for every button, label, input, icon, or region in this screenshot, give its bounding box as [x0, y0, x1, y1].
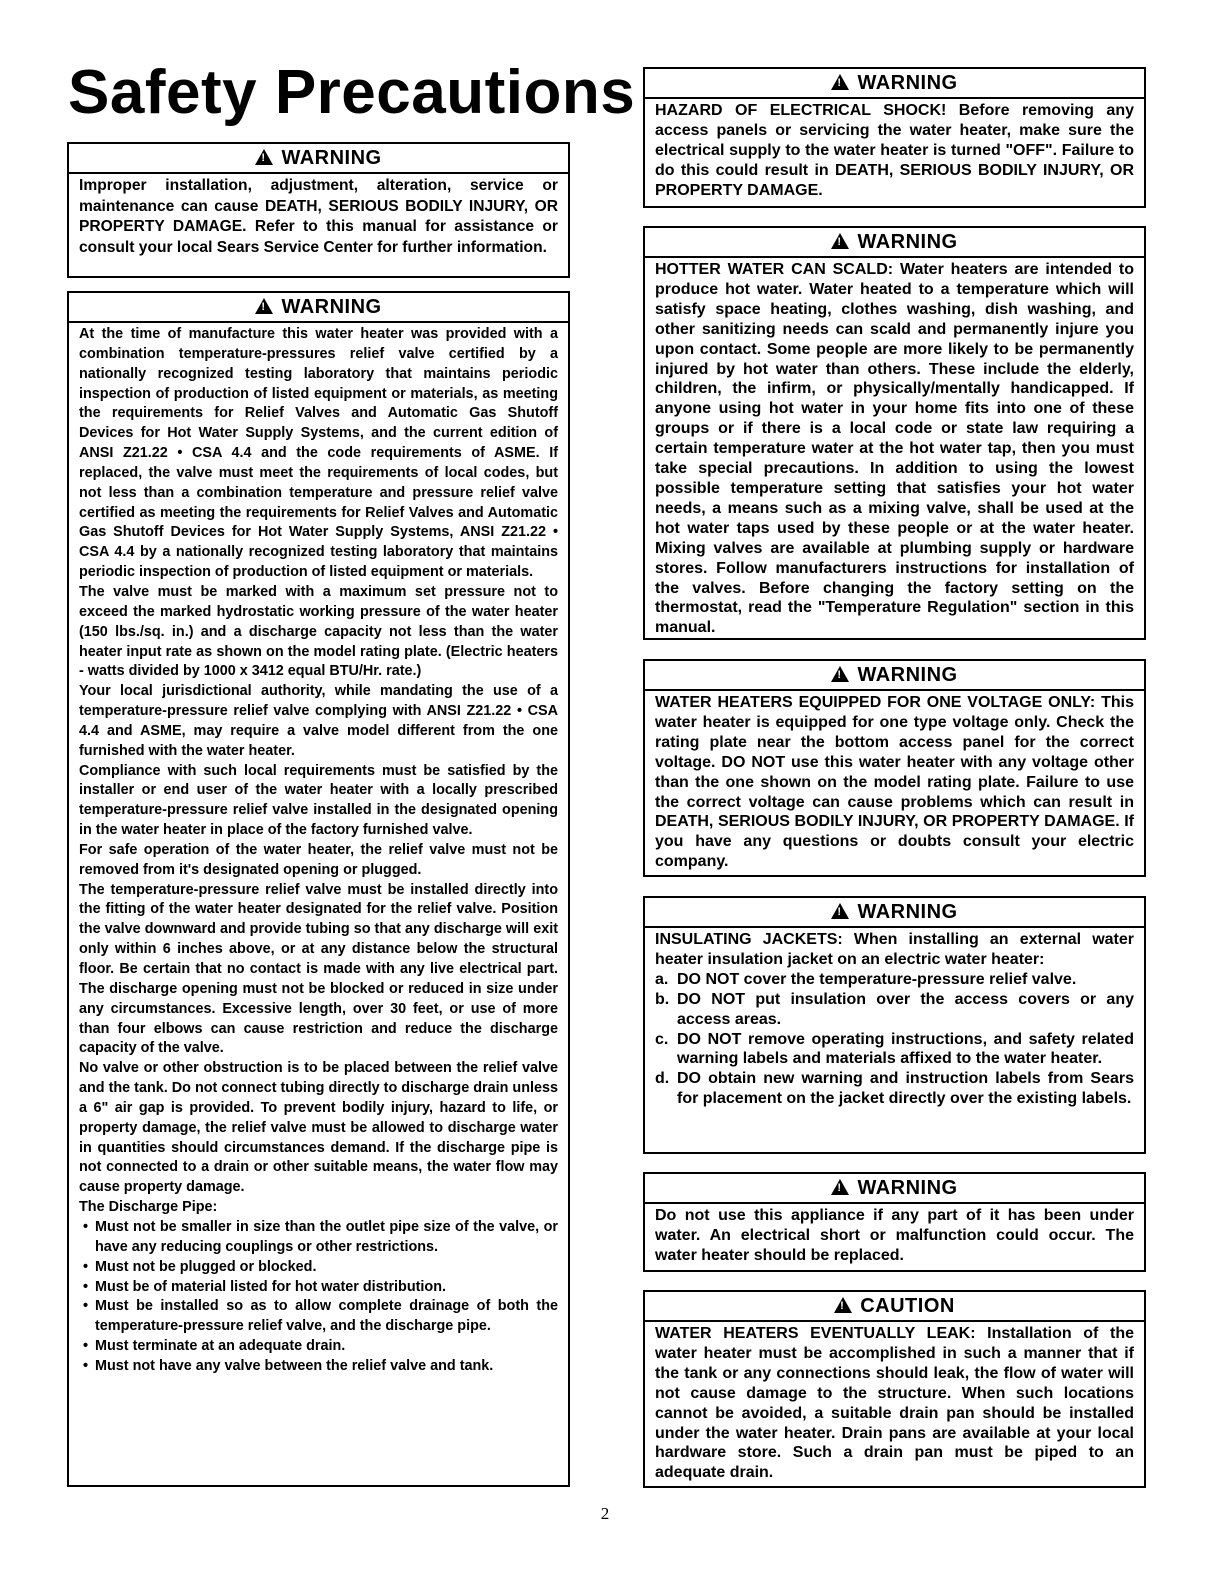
warning-body: When installing an external water heater insulation jacket on an electric water heater: [655, 931, 1134, 968]
relief-valve-paragraph: Compliance with such local requirements must be satisfied by the installer or end user of the water heater with a locally prescribed temperature-pressure relief valve installed in the designated opening in the water heater in place of the factory furnished valve. [79, 762, 558, 839]
caution-text [655, 1324, 1134, 1483]
warning-heading [645, 69, 1144, 99]
list-item: • Must not be plugged or blocked. [79, 1258, 558, 1278]
list-letter: b. [655, 990, 670, 1008]
warning-heading [645, 661, 1144, 691]
warning-heading [69, 144, 568, 174]
relief-valve-paragraph: Your local jurisdictional authority, while mandating the use of a temperature-pressure relief valve complying with ANSI Z21.22 • CSA 4.4 and ASME, may require a valve model different from the one furnished with the water heater. [79, 683, 558, 759]
warning-box-electrical-shock [643, 67, 1146, 208]
list-item [655, 970, 1134, 990]
caution-heading-label: CAUTION [860, 1295, 955, 1317]
list-item: • Must be installed so as to allow complete drainage of both the temperature-pressure relief valve, and the discharge pipe. [79, 1297, 558, 1337]
warning-text [655, 693, 1134, 872]
warning-triangle-icon [831, 233, 849, 249]
warning-heading [645, 228, 1144, 258]
caution-heading [645, 1292, 1144, 1322]
warning-heading [645, 1174, 1144, 1204]
relief-valve-paragraph: No valve or other obstruction is to be placed between the relief valve and the tank. Do not connect tubing directly to discharge drain unless a 6" air gap is provided. To prevent bodily injury, hazard to life, or property damage, the relief valve must be allowed to discharge water in quantities should circumstances demand. If the discharge pipe is not connected to a drain or other suitable means, the water flow may cause property damage. [79, 1060, 558, 1196]
insulating-jacket-list [655, 970, 1134, 1109]
list-text: DO NOT put insulation over the access covers or any access areas. [677, 990, 1134, 1028]
warning-text: Improper installation, adjustment, alteration, service or maintenance can cause DEATH, SERIOUS BODILY INJURY, OR PROPERTY DAMAGE. Refer to this manual for assistance or consult your local Sears Service Center for further information. [79, 177, 558, 256]
list-text: DO NOT cover the temperature-pressure relief valve. [677, 970, 1077, 988]
list-letter: c. [655, 1030, 669, 1048]
warning-heading-label: WARNING [281, 296, 382, 318]
warning-triangle-icon [831, 903, 849, 919]
page-title: Safety Precautions [68, 58, 636, 127]
relief-valve-paragraph: At the time of manufacture this water heater was provided with a combination temperature-pressures relief valve certified by a nationally recognized testing laboratory that maintains periodic inspection of production of listed equipment or materials, as meeting the requirements for Relief Valves and Automatic Gas Shutoff Devices for Hot Water Supply Systems, and the current edition of ANSI Z21.22 • CSA 4.4 and the code requirements of ASME. If replaced, the valve must meet the requirements of local codes, but not less than a combination temperature and pressure relief valve certified as meeting the requirements for Relief Valves and Automatic Gas Shutoff Devices for Hot Water Supply Systems, ANSI Z21.22 • CSA 4.4 by a nationally recognized testing laboratory that maintains periodic inspection of production of listed equipment or materials. [79, 326, 558, 581]
list-item [655, 1069, 1134, 1109]
warning-text: HAZARD OF ELECTRICAL SHOCK! Before removing any access panels or servicing the water heater, make sure the electrical supply to the water heater is turned "OFF". Failure to do this could result in DEATH, SERIOUS BODILY INJURY, OR PROPERTY DAMAGE. [655, 102, 1134, 199]
caution-triangle-icon [834, 1297, 852, 1313]
warning-body: This water heater is equipped for one type voltage only. Check the rating plate near the bottom access panel for the correct voltage. DO NOT use this water heater with any voltage other than the one shown on the model rating plate. Failure to use the correct voltage can cause problems which can result in DEATH, SERIOUS BODILY INJURY, OR PROPERTY DAMAGE. If you have any questions or doubts consult your electric company. [655, 694, 1135, 871]
warning-body: Water heaters are intended to produce hot water. Water heated to a temperature which will satisfy space heating, clothes washing, dish washing, and other sanitizing needs can scald and permanently injure you upon contact. Some people are more likely to be permanently injured by hot water than others. These include the elderly, children, the infirm, or physically/mentally handicapped. If anyone using hot water in your home fits into one of these groups or if there is a local code or state law requiring a certain temperature water at the hot water tap, then you must take special precautions. In addition to using the lowest possible temperature setting that satisfies your hot water needs, a means such as a mixing valve, shall be used at the hot water taps used by these people or at the water heater. Mixing valves are available at plumbing supply or hardware stores. Follow manufacturers instructions for installation of the valves. Before changing the factory setting on the thermostat, read the "Temperature Regulation" section in this manual. [655, 261, 1135, 637]
relief-valve-paragraph: For safe operation of the water heater, the relief valve must not be removed from it's designated opening or plugged. [79, 841, 558, 878]
warning-triangle-icon [255, 298, 273, 314]
warning-triangle-icon [255, 149, 273, 165]
warning-box-scald [643, 226, 1146, 640]
warning-triangle-icon [831, 1179, 849, 1195]
warning-heading-label: WARNING [857, 1177, 958, 1199]
warning-lead: WATER HEATERS EQUIPPED FOR ONE VOLTAGE ONLY: [655, 694, 1096, 711]
warning-heading-label: WARNING [281, 147, 382, 169]
list-item: • Must not have any valve between the relief valve and tank. [79, 1357, 558, 1377]
page-number: 2 [600, 1504, 610, 1523]
relief-valve-paragraph: The valve must be marked with a maximum set pressure not to exceed the marked hydrostatic working pressure of the water heater (150 lbs./sq. in.) and a discharge capacity not less than the water heater input rate as shown on the model rating plate. (Electric heaters - watts divided by 1000 x 3412 equal BTU/Hr. rate.) [79, 583, 558, 680]
list-text: DO NOT remove operating instructions, and safety related warning labels and materials affixed to the water heater. [677, 1030, 1134, 1068]
list-letter: a. [655, 970, 669, 988]
warning-text [655, 260, 1134, 638]
warning-box-installation [67, 142, 570, 278]
warning-lead: INSULATING JACKETS: [655, 931, 843, 948]
warning-heading-label: WARNING [857, 664, 958, 686]
list-item [655, 990, 1134, 1030]
warning-box-voltage [643, 659, 1146, 877]
warning-heading-label: WARNING [857, 231, 958, 253]
warning-lead: HOTTER WATER CAN SCALD: [655, 261, 894, 278]
list-item: • Must terminate at an adequate drain. [79, 1337, 558, 1357]
discharge-pipe-list [79, 1218, 558, 1377]
list-item: • Must not be smaller in size than the outlet pipe size of the valve, or have any reducing couplings or other restrictions. [79, 1218, 558, 1258]
caution-body: Installation of the water heater must be accomplished in such a manner that if the tank or any connections should leak, the flow of water will not cause damage to the structure. When such locations cannot be avoided, a suitable drain pan should be installed under the water heater. Drain pans are available at your local hardware store. Such a drain pan must be piped to an adequate drain. [655, 1325, 1134, 1482]
warning-text: Do not use this appliance if any part of it has been under water. An electrical short or malfunction could occur. The water heater should be replaced. [655, 1207, 1134, 1264]
warning-box-insulating-jackets [643, 896, 1146, 1154]
caution-box-leak [643, 1290, 1146, 1488]
warning-box-flooded [643, 1172, 1146, 1272]
warning-heading [645, 898, 1144, 928]
warning-triangle-icon [831, 74, 849, 90]
caution-lead: WATER HEATERS EVENTUALLY LEAK: [655, 1325, 976, 1342]
warning-triangle-icon [831, 666, 849, 682]
relief-valve-paragraph: The temperature-pressure relief valve must be installed directly into the fitting of the water heater designated for the relief valve. Position the valve downward and provide tubing so that any discharge will exit only within 6 inches above, or at any distance below the structural floor. Be certain that no contact is made with any live electrical part. The discharge opening must not be blocked or reduced in size under any circumstances. Excessive length, over 30 feet, or use of more than four elbows can cause restriction and reduce the discharge capacity of the valve. [79, 881, 558, 1057]
list-item [655, 1030, 1134, 1070]
warning-text [655, 930, 1134, 970]
warning-box-relief-valve [67, 291, 570, 1487]
list-text: DO obtain new warning and instruction labels from Sears for placement on the jacket directly over the existing labels. [677, 1070, 1134, 1108]
list-letter: d. [655, 1070, 670, 1088]
warning-heading [69, 293, 568, 323]
list-item: • Must be of material listed for hot water distribution. [79, 1278, 558, 1298]
discharge-pipe-heading: The Discharge Pipe: [79, 1199, 218, 1216]
warning-heading-label: WARNING [857, 901, 958, 923]
warning-heading-label: WARNING [857, 72, 958, 94]
